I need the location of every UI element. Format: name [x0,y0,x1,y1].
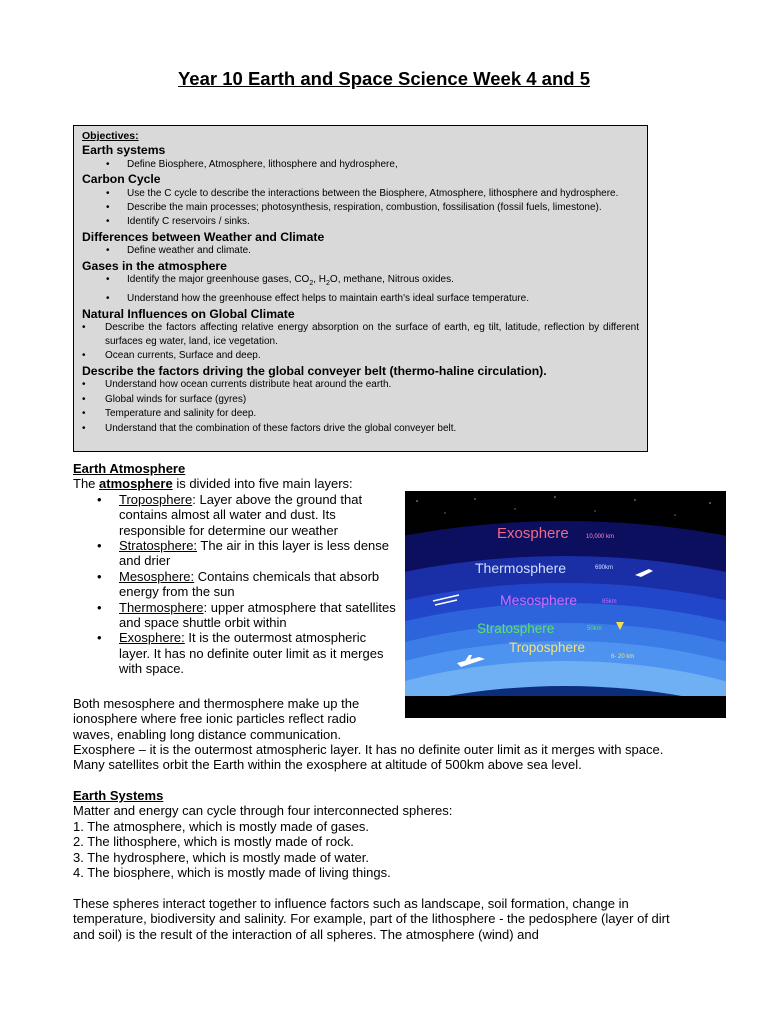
objective-list-conveyer-belt [82,378,639,436]
list-item: • Thermosphere: upper atmosphere that satellites and space shuttle orbit within [73,600,398,631]
objectives-label: Objectives: [82,130,139,142]
list-item: • Understand how the greenhouse effect helps to maintain earth's ideal surface temperature. [82,292,639,307]
list-item: • Identify the major greenhouse gases, $CO_2$, $H_2O$, methane, Nitrous oxides. [82,273,639,292]
list-item: • Ocean currents, Surface and deep. [82,349,639,364]
earth-systems-intro: Matter and energy can cycle through four interconnected spheres: [73,803,453,819]
list-item: 2. The lithosphere, which is mostly made of rock. [73,834,354,850]
label-stratosphere: Stratosphere [477,621,555,636]
objective-list-carbon-cycle [82,187,639,230]
objective-heading-weather-climate: Differences between Weather and Climate [82,229,325,244]
list-item: • Mesosphere: Contains chemicals that absorb energy from the sun [73,569,398,600]
list-item: • Define Biosphere, Atmosphere, lithosphere and hydrosphere, [82,158,639,173]
section-heading-earth-systems: Earth Systems [73,788,164,803]
list-item: • Understand that the combination of these factors drive the global conveyer belt. [82,422,639,437]
label-thermosphere-alt: 690km [595,565,614,571]
objectives-box [73,125,648,452]
list-item: • Understand how ocean currents distribute heat around the earth. [82,378,639,393]
list-item: • Describe the main processes; photosynthesis, respiration, combustion, fossilisation (fossil fuels, limestone). [82,201,639,216]
objective-heading-conveyer-belt: Describe the factors driving the global conveyer belt (thermo-haline circulation). [82,363,547,378]
label-exosphere-alt: 10,000 km [586,534,615,540]
list-item: • Global winds for surface (gyres) [82,393,639,408]
list-item: 3. The hydrosphere, which is mostly made of water. [73,849,370,865]
objective-heading-natural-influences: Natural Influences on Global Climate [82,306,295,321]
objective-list-gases [82,273,639,306]
label-troposphere: Troposphere [509,640,586,655]
label-stratosphere-alt: 50km [587,626,602,632]
atmosphere-section [73,461,398,677]
label-troposphere-alt: 6- 20 km [611,654,635,660]
atmosphere-keyword: atmosphere [99,476,173,492]
list-item: • Identify C reservoirs / sinks. [82,215,639,230]
list-item: 4. The biosphere, which is mostly made of living things. [73,865,391,881]
section-heading-earth-atmosphere: Earth Atmosphere [73,461,186,476]
objective-list-natural-influences [82,321,639,364]
ionosphere-paragraph: Both mesosphere and thermosphere make up the ionosphere where free ionic particles reflect radio waves, enabling long distance communication. [73,696,360,742]
atmosphere-layers-image [405,491,726,718]
list-item: • Exosphere: It is the outermost atmospheric layer. It has no definite outer limit as it merges with space. [73,630,398,676]
list-item: • Temperature and salinity for deep. [82,407,639,422]
objective-heading-gases: Gases in the atmosphere [82,258,227,273]
list-item: • Stratosphere: The air in this layer is less dense and drier [73,538,398,569]
list-item: 1. The atmosphere, which is mostly made of gases. [73,818,370,834]
earth-systems-section [73,788,693,880]
atmosphere-layers-list [73,492,398,677]
objective-list-weather-climate [82,244,639,259]
objective-heading-earth-systems: Earth systems [82,143,166,157]
exosphere-paragraph: Exosphere – it is the outermost atmospheric layer. It has no definite outer limit as it merges with space. Many satellites orbit the Earth within the exosphere at altitude of 500km above sea level. [73,742,664,773]
label-mesosphere-alt: 85km [602,599,617,605]
label-thermosphere: Thermosphere [475,560,567,576]
list-item: • Use the C cycle to describe the interactions between the Biosphere, Atmosphere, lithosphere and hydrosphere. [82,187,639,201]
page-title: Year 10 Earth and Space Science Week 4 and 5 [177,68,590,89]
atmosphere-intro: The atmosphere is divided into five main layers: [73,476,353,492]
label-mesosphere: Mesosphere [500,592,578,608]
objective-list-earth-systems [82,158,639,173]
list-item: • Define weather and climate. [82,244,639,259]
objective-heading-carbon-cycle: Carbon Cycle [82,172,161,187]
list-item: • Describe the factors affecting relative energy absorption on the surface of earth, eg tilt, latitude, reflection by different surfaces eg water, land, ice vegetation. [82,321,639,349]
spheres-paragraph: These spheres interact together to influence factors such as landscape, soil formation, change in temperature, biodiversity and salinity. For example, part of the lithosphere - the pedosphere (layer of dirt and soil) is the result of the interaction of all spheres. The atmosphere (wind) and [73,896,670,942]
list-item: • Troposphere: Layer above the ground that contains almost all water and dust. Its responsible for determine our weather [73,492,398,538]
label-exosphere: Exosphere [497,525,569,542]
